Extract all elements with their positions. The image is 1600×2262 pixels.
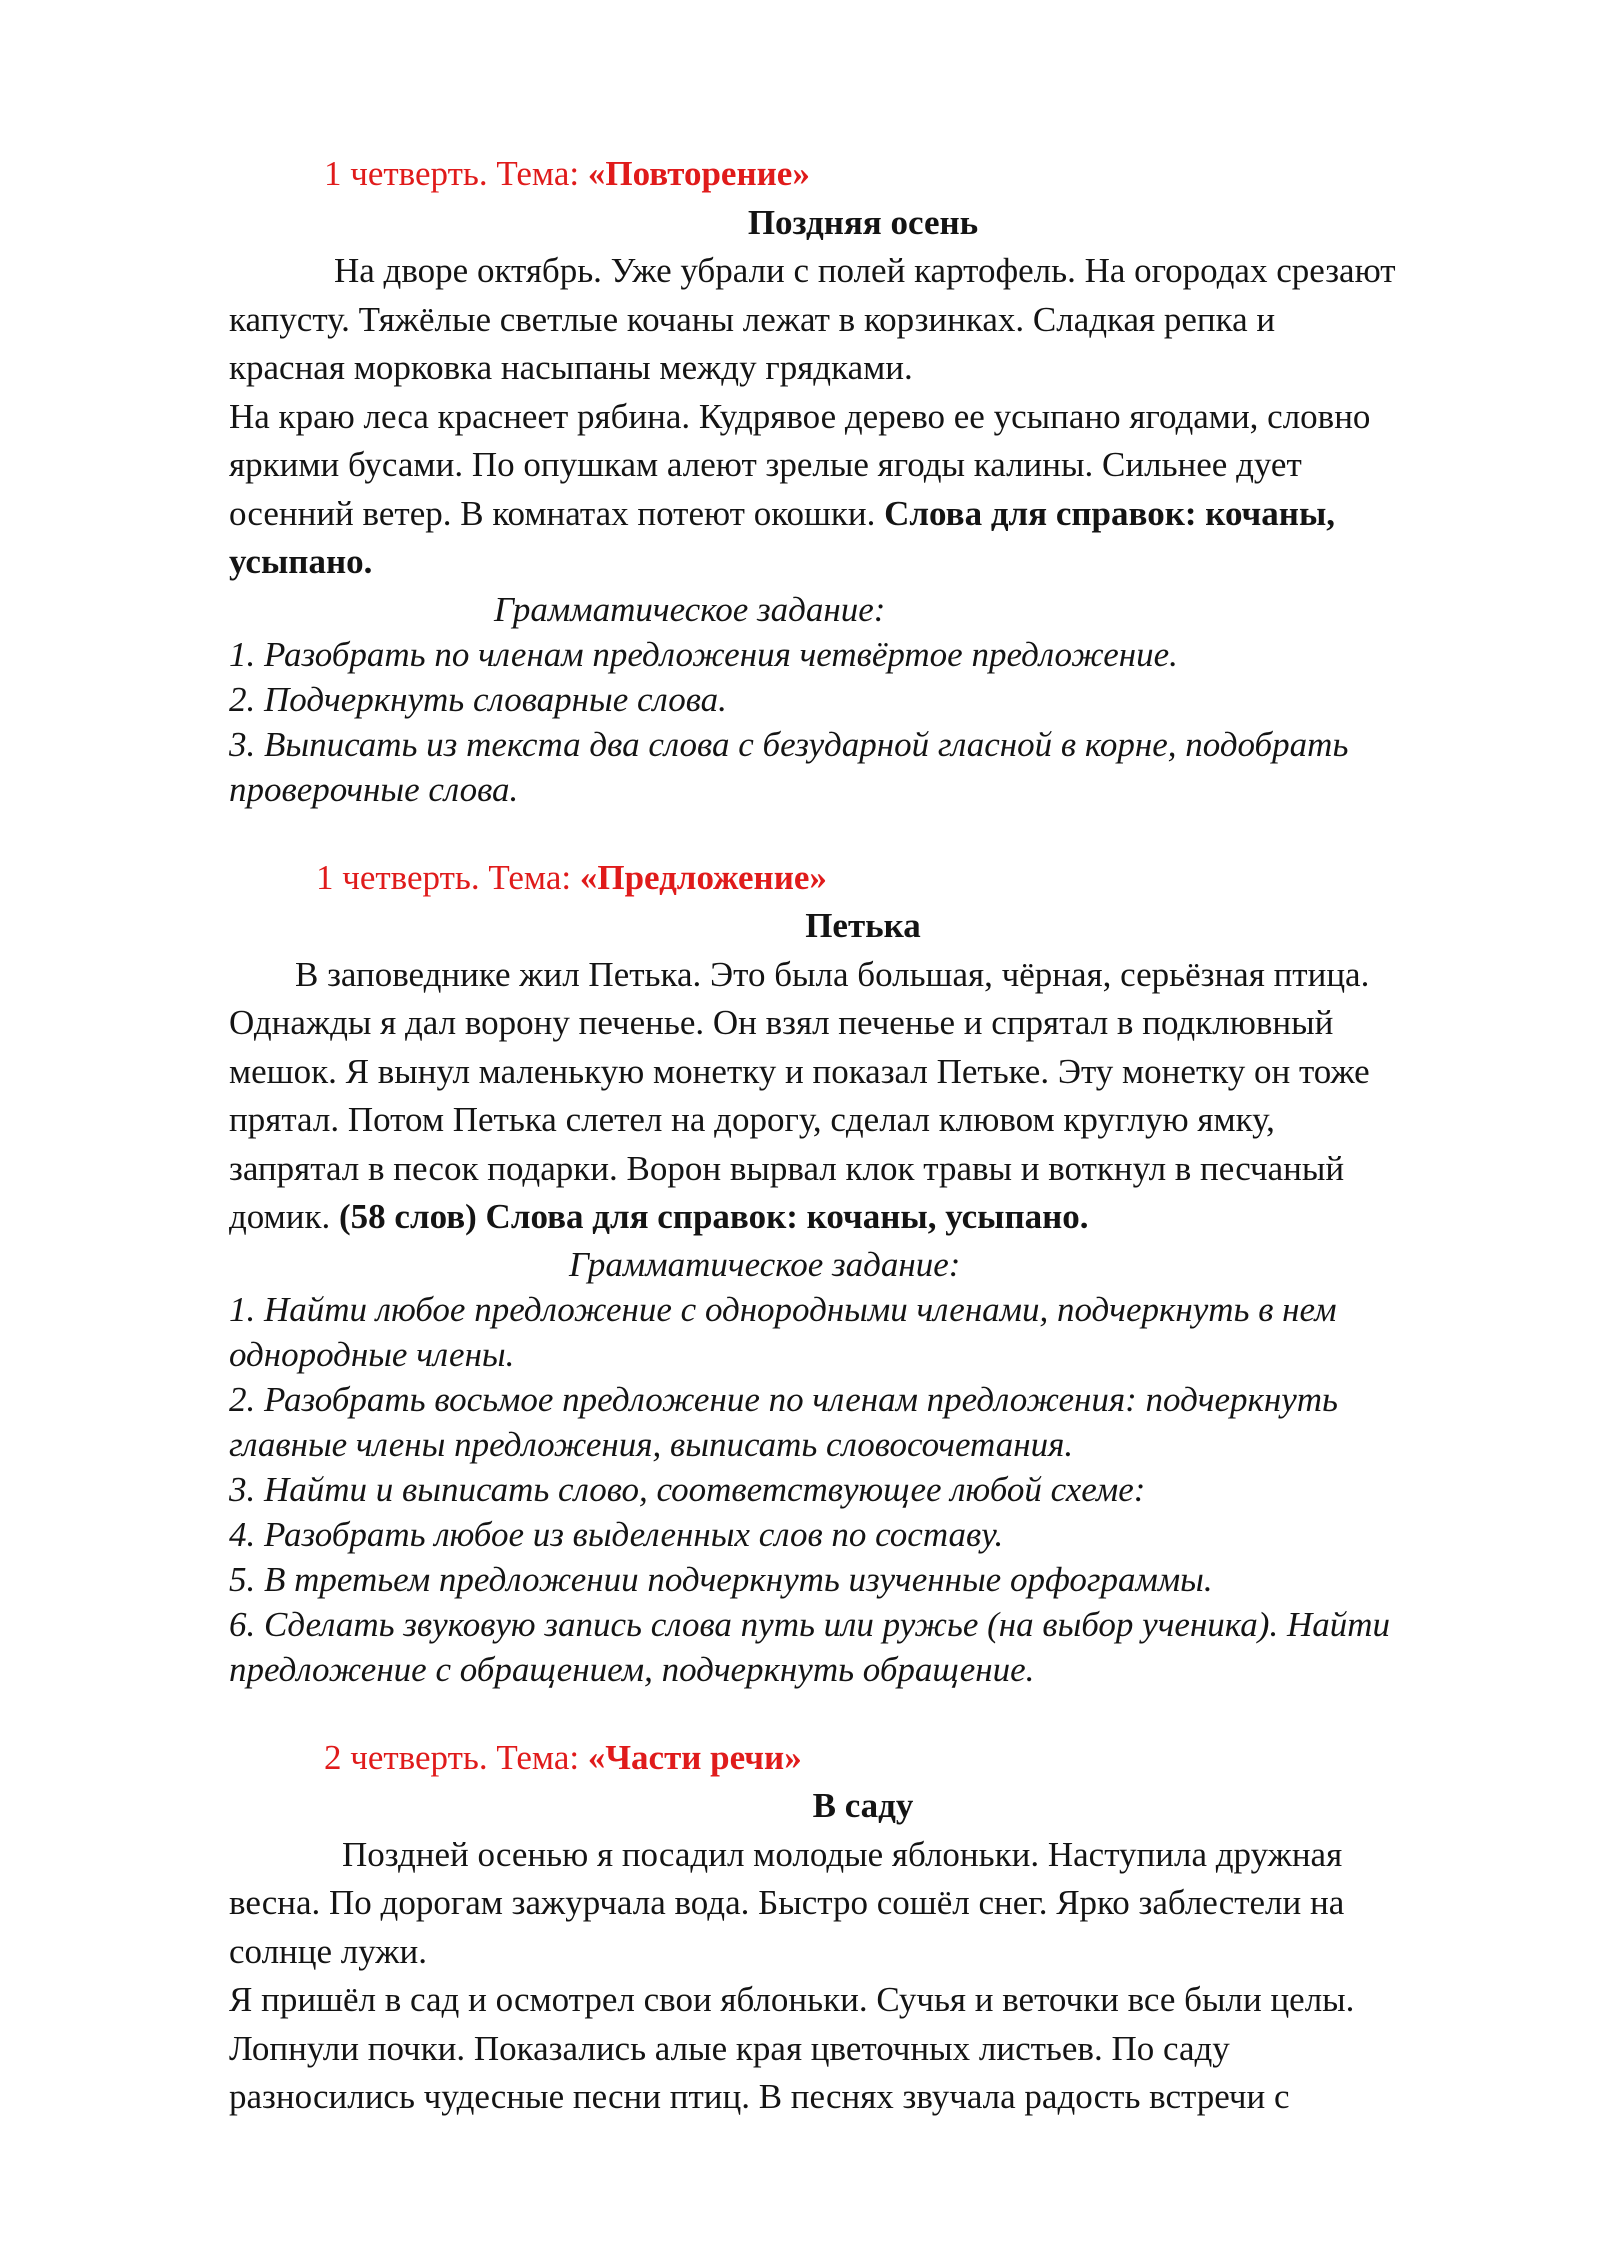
- text-line: весна. По дорогам зажурчала вода. Быстро сошёл снег. Ярко заблестели на: [229, 1883, 1345, 1922]
- text-line: На дворе октябрь. Уже убрали с полей картофель. На огородах срезают: [334, 251, 1396, 290]
- reference-words-continuation: усыпано.: [229, 542, 373, 581]
- reference-words: (58 слов) Слова для справок: кочаны, усыпано.: [339, 1197, 1089, 1236]
- text-line: солнце лужи.: [229, 1931, 427, 1971]
- text-line: [229, 1193, 1519, 1242]
- text-line: запрятал в песок подарки. Ворон вырвал клок травы и воткнул в песчаный: [229, 1148, 1345, 1188]
- task-line: 6. Сделать звуковую запись слова путь или ружье (на выбор ученика). Найти: [229, 1604, 1391, 1644]
- text-line: В заповеднике жил Петька. Это была большая, чёрная, серьёзная птица.: [295, 954, 1370, 994]
- section-spacer: [229, 1692, 1519, 1734]
- heading-prefix: 2 четверть. Тема:: [324, 1737, 588, 1777]
- text-line: Поздней осенью я посадил молодые яблоньки. Наступила дружная: [342, 1834, 1343, 1874]
- text-line: красная морковка насыпаны между грядками.: [229, 348, 913, 387]
- task-line: 3. Найти и выписать слово, соответствующее любой схеме:: [229, 1469, 1146, 1509]
- text-line: прятал. Потом Петька слетел на дорогу, сделал клювом круглую ямку,: [229, 1100, 1275, 1139]
- task-line: предложение с обращением, подчеркнуть обращение.: [229, 1649, 1035, 1689]
- text-line: [229, 490, 1519, 539]
- task-line: 2. Подчеркнуть словарные слова.: [229, 679, 727, 719]
- section-heading: [229, 1734, 1519, 1783]
- task-line: 1. Разобрать по членам предложения четвёртое предложение.: [229, 634, 1178, 674]
- text-line: капусту. Тяжёлые светлые кочаны лежат в корзинках. Сладкая репка и: [229, 299, 1276, 339]
- text-line: яркими бусами. По опушкам алеют зрелые ягоды калины. Сильнее дует: [229, 445, 1302, 484]
- text-line: На краю леса краснеет рябина. Кудрявое дерево ее усыпано ягодами, словно: [229, 396, 1371, 436]
- text-plain: осенний ветер. В комнатах потеют окошки.: [229, 493, 885, 533]
- task-line: однородные члены.: [229, 1334, 515, 1374]
- text-line: мешок. Я вынул маленькую монетку и показал Петьке. Эту монетку он тоже: [229, 1051, 1370, 1091]
- heading-topic: «Повторение»: [587, 154, 810, 193]
- task-line: 2. Разобрать восьмое предложение по членам предложения: подчеркнуть: [229, 1379, 1338, 1419]
- task-title: Грамматическое задание:: [569, 1244, 961, 1284]
- section-heading: [229, 854, 1519, 903]
- reference-words: Слова для справок: кочаны,: [884, 493, 1336, 533]
- task-line: 1. Найти любое предложение с однородными членами, подчеркнуть в нем: [229, 1289, 1337, 1329]
- section-spacer: [229, 812, 1519, 854]
- task-title: Грамматическое задание:: [494, 589, 886, 629]
- section-title: Петька: [805, 906, 921, 945]
- heading-topic: «Части речи»: [587, 1737, 802, 1777]
- text-line: Лопнули почки. Показались алые края цветочных листьев. По саду: [229, 2028, 1230, 2068]
- heading-topic: «Предложение»: [579, 857, 827, 897]
- heading-prefix: 1 четверть. Тема:: [324, 154, 588, 193]
- section-title: Поздняя осень: [747, 202, 979, 242]
- text-line: разносились чудесные песни птиц. В песнях звучала радость встречи с: [229, 2077, 1290, 2116]
- text-plain: домик.: [229, 1197, 340, 1236]
- task-line: 4. Разобрать любое из выделенных слов по составу.: [229, 1514, 1004, 1554]
- task-line: проверочные слова.: [229, 769, 519, 809]
- text-line: Однажды я дал ворону печенье. Он взял печенье и спрятал в подклювный: [229, 1003, 1334, 1042]
- text-line: [229, 538, 1519, 587]
- task-line: главные члены предложения, выписать словосочетания.: [229, 1424, 1074, 1464]
- task-line: 5. В третьем предложении подчеркнуть изученные орфограммы.: [229, 1559, 1213, 1599]
- task-line: 3. Выписать из текста два слова с безударной гласной в корне, подобрать: [229, 724, 1349, 764]
- section-title: В саду: [812, 1786, 914, 1825]
- document-page: [229, 150, 1519, 2122]
- section-heading: [229, 150, 1519, 199]
- heading-prefix: 1 четверть. Тема:: [316, 857, 580, 897]
- text-line: Я пришёл в сад и осмотрел свои яблоньки. Сучья и веточки все были целы.: [229, 1980, 1355, 2019]
